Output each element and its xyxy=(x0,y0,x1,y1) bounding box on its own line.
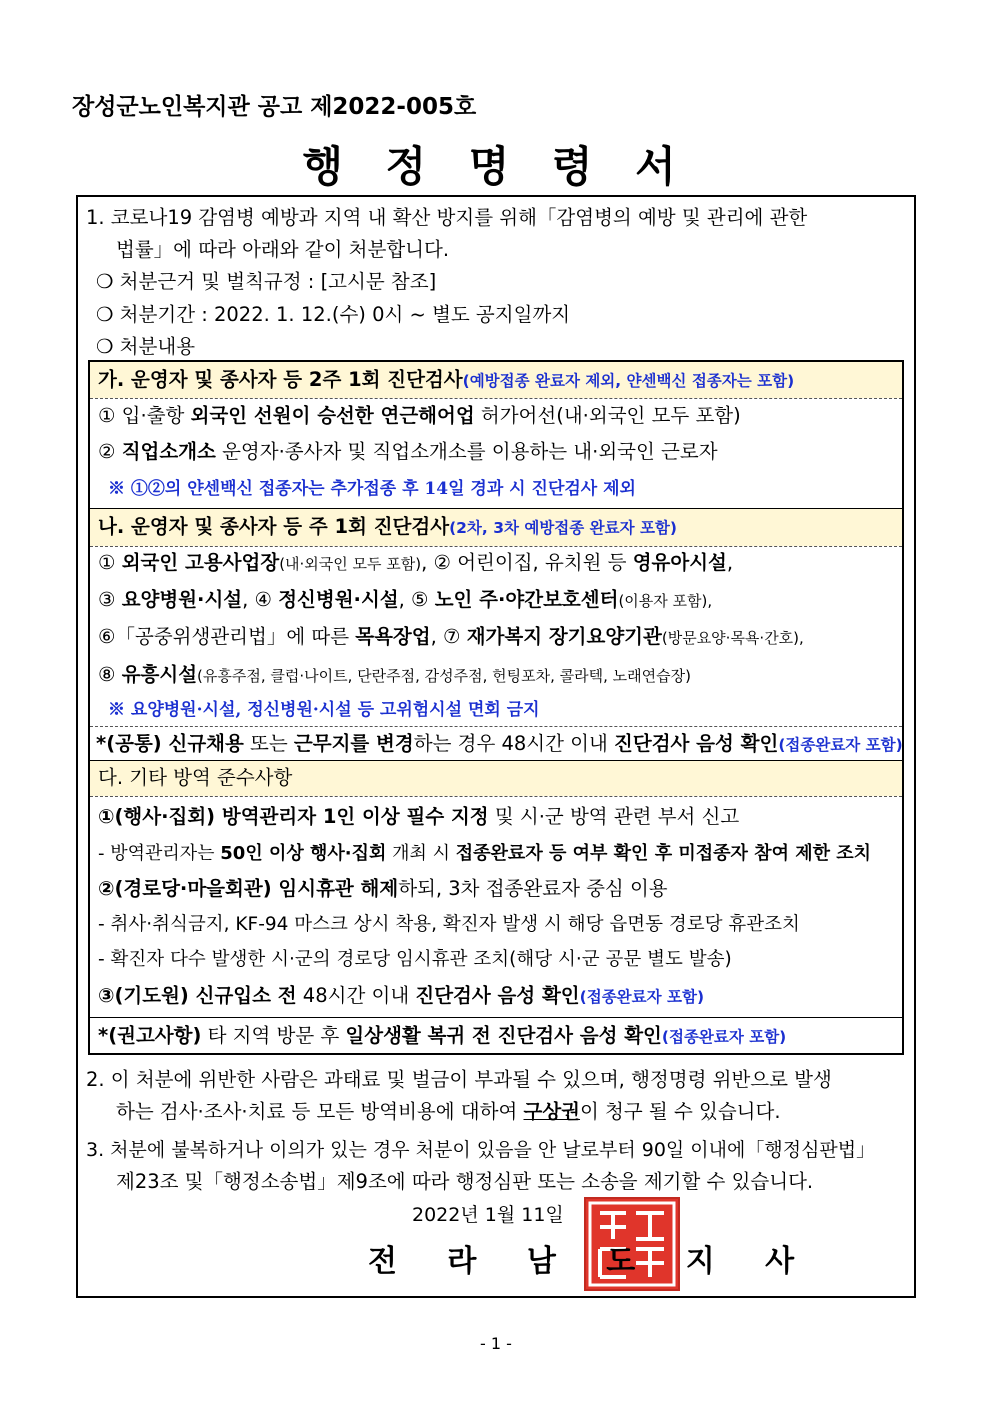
section-da-item-2-sub-1: - 취사·취식금지, KF-94 마스크 상시 착용, 확진자 발생 시 해당 읍면동 경로당 휴관조치 xyxy=(98,914,800,935)
advice-line: *(권고사항) 타 지역 방문 후 일상생활 복귀 전 진단검사 음성 확인(접종완료자 포함) xyxy=(98,1024,787,1047)
intro-line-1: 1. 코로나19 감염병 예방과 지역 내 확산 방지를 위해「감염병의 예방 및 관리에 관한 xyxy=(86,206,808,229)
section-ga-item-1: ① 입·출항 외국인 선원이 승선한 연근해어업 허가어선(내·외국인 모두 포함) xyxy=(98,404,741,427)
section-da-item-3: ③(기도원) 신규입소 전 48시간 이내 진단검사 음성 확인(접종완료자 포함) xyxy=(98,984,705,1007)
section-na-heading: 나. 운영자 및 종사자 등 주 1회 진단검사(2차, 3차 예방접종 완료자 포함) xyxy=(98,515,677,538)
section-ga-note: ※ ①②의 얀센백신 접종자는 추가접종 후 14일 경과 시 진단검사 제외 xyxy=(108,479,636,499)
section-da-heading: 다. 기타 방역 준수사항 xyxy=(98,766,293,789)
section-ga-item-2: ② 직업소개소 운영자·종사자 및 직업소개소를 이용하는 내·외국인 근로자 xyxy=(98,440,718,463)
section-ga-heading: 가. 운영자 및 종사자 등 2주 1회 진단검사(예방접종 완료자 제외, 얀센백신 접종자는 포함) xyxy=(98,368,795,391)
divider xyxy=(90,508,902,509)
divider xyxy=(90,398,902,399)
period-line: ❍ 처분기간 : 2022. 1. 12.(수) 0시 ~ 별도 공지일까지 xyxy=(96,303,571,326)
page-number: - 1 - xyxy=(480,1334,512,1353)
section-na-row-3: ⑥「공중위생관리법」에 따른 목욕장업, ⑦ 재가복지 장기요양기관(방문요양·목욕·간호), xyxy=(98,625,804,648)
section-da-item-1: ①(행사·집회) 방역관리자 1인 이상 필수 지정 및 시·군 방역 관련 부서 신고 xyxy=(98,805,740,828)
divider xyxy=(90,760,902,761)
section-da-item-1-sub: - 방역관리자는 50인 이상 행사·집회 개최 시 접종완료자 등 여부 확인 후 미접종자 참여 제한 조치 xyxy=(98,843,872,864)
clause-3-line-2: 제23조 및「행정소송법」제9조에 따라 행정심판 또는 소송을 제기할 수 있습니다. xyxy=(116,1170,814,1193)
notice-number: 장성군노인복지관 공고 제2022-005호 xyxy=(72,94,477,120)
section-na-common: *(공통) 신규채용 또는 근무지를 변경하는 경우 48시간 이내 진단검사 음성 확인(접종완료자 포함) xyxy=(96,732,903,755)
divider xyxy=(90,796,902,797)
section-na-row-4: ⑧ 유흥시설(유흥주점, 클럽·나이트, 단란주점, 감성주점, 헌팅포차, 콜라텍, 노래연습장) xyxy=(98,663,691,686)
issuer-name: 전 라 남 도 지 사 xyxy=(368,1244,815,1279)
divider xyxy=(90,1017,902,1018)
divider xyxy=(90,546,902,547)
section-da-item-2-sub-2: - 확진자 다수 발생한 시·군의 경로당 임시휴관 조치(해당 시·군 공문 별도 발송) xyxy=(98,949,732,970)
section-na-note: ※ 요양병원·시설, 정신병원·시설 등 고위험시설 면회 금지 xyxy=(108,700,540,720)
basis-line: ❍ 처분근거 및 벌칙규정 : [고시문 참조] xyxy=(96,270,437,293)
clause-3-line-1: 3. 처분에 불복하거나 이의가 있는 경우 처분이 있음을 안 날로부터 90일 이내에「행정심판법」 xyxy=(86,1139,876,1161)
issue-date: 2022년 1월 11일 xyxy=(412,1204,564,1226)
document-title: 행 정 명 령 서 xyxy=(302,142,690,191)
section-na-row-2: ③ 요양병원·시설, ④ 정신병원·시설, ⑤ 노인 주·야간보호센터(이용자 포함), xyxy=(98,588,713,611)
content-line: ❍ 처분내용 xyxy=(96,335,196,358)
divider xyxy=(90,726,902,727)
clause-2-line-2: 하는 검사·조사·치료 등 모든 방역비용에 대하여 구상권이 청구 될 수 있습니다. xyxy=(116,1100,781,1123)
clause-2-line-1: 2. 이 처분에 위반한 사람은 과태료 및 벌금이 부과될 수 있으며, 행정명령 위반으로 발생 xyxy=(86,1068,832,1091)
intro-line-2: 법률」에 따라 아래와 같이 처분합니다. xyxy=(116,238,450,261)
section-da-item-2: ②(경로당·마을회관) 임시휴관 해제하되, 3차 접종완료자 중심 이용 xyxy=(98,877,668,900)
section-na-row-1: ① 외국인 고용사업장(내·외국인 모두 포함), ② 어린이집, 유치원 등 영유아시설, xyxy=(98,551,734,574)
